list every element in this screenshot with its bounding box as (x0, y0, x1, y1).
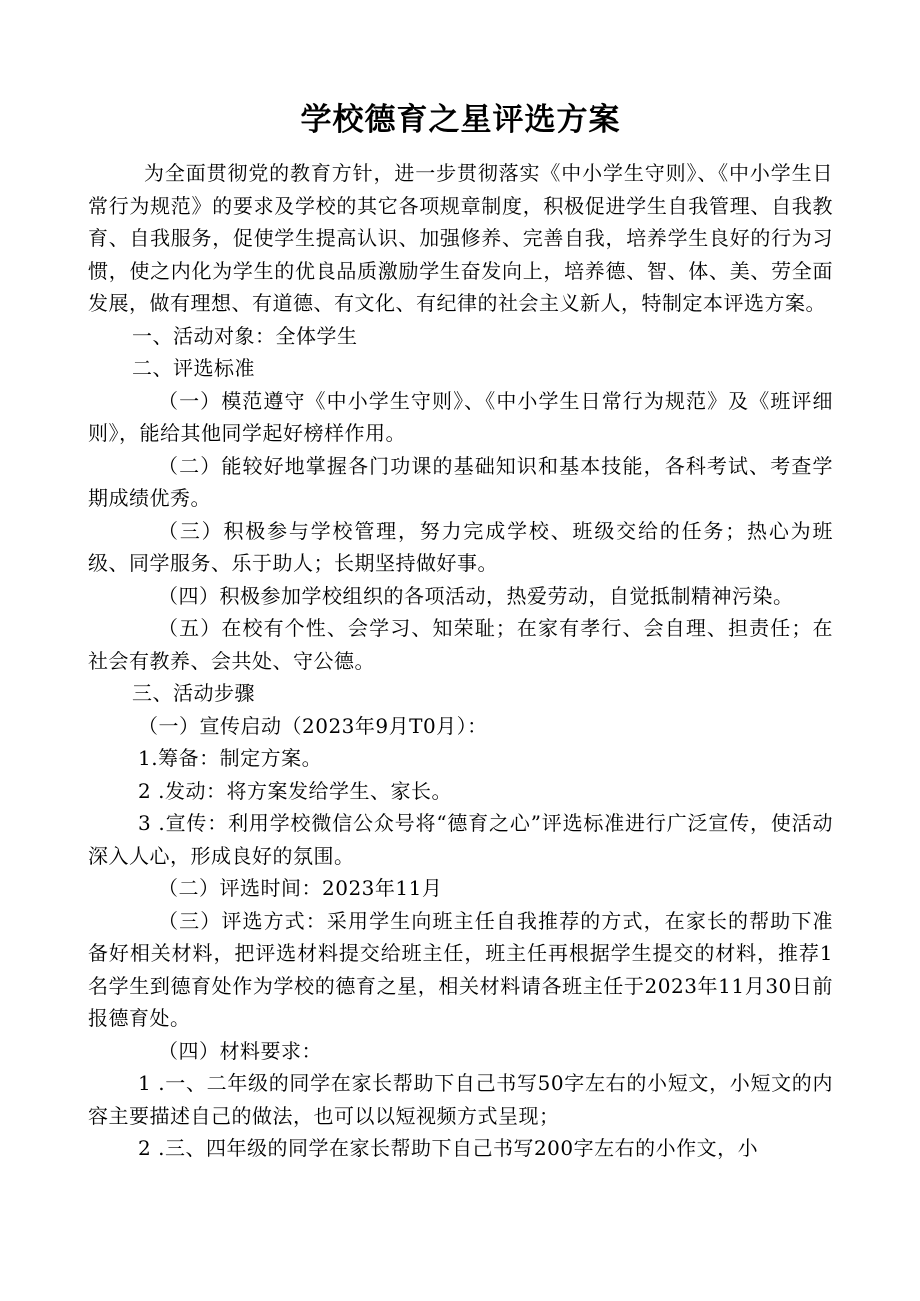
section-criteria-heading: 二、评选标准 (132, 356, 255, 380)
section-target: 一、活动对象：全体学生 (132, 323, 358, 348)
steps-item-promote: 3 .宣传：利用学校微信公众号将“德育之心”评选标准进行广泛宣传，使活动深入人心，形成良好的氛围。 (88, 811, 833, 868)
steps-phase-1: （一）宣传启动（2023年9月T0月）： (138, 713, 488, 738)
criteria-item-4: （四）积极参加学校组织的各项活动，热爱劳动，自觉抵制精神污染。 (158, 583, 794, 608)
criteria-item-1: （一）模范遵守《中小学生守则》、《中小学生日常行为规范》及《班评细则》，能给其他同学起好榜样作用。 (88, 388, 833, 445)
section-steps-heading: 三、活动步骤 (132, 681, 255, 705)
steps-item-prepare: 1.筹备：制定方案。 (138, 746, 323, 770)
intro-paragraph: 为全面贯彻党的教育方针，进一步贯彻落实《中小学生守则》、《中小学生日常行为规范》的要求及学校的其它各项规章制度，积极促进学生自我管理、自我教育、自我服务，促使学生提高认识、加强修养、完善自我，培养学生良好的行为习惯，使之内化为学生的优良品质激励学生奋发向上，培养德、智、体、美、劳全面发展，做有理想、有道德、有文化、有纪律的社会主义新人，特制定本评选方案。 (88, 161, 833, 315)
document-title: 学校德育之星评选方案 (300, 102, 621, 138)
criteria-item-3: （三）积极参与学校管理，努力完成学校、班级交给的任务；热心为班级、同学服务、乐于助人；长期坚持做好事。 (88, 518, 833, 575)
steps-phase-2-time: （二）评选时间：2023年11月 (158, 876, 443, 900)
steps-item-launch: 2 .发动：将方案发给学生、家长。 (138, 778, 452, 803)
steps-phase-4-materials: （四）材料要求： (158, 1038, 322, 1063)
materials-item-2: 2 .三、四年级的同学在家长帮助下自己书写200字左右的小作文，小 (138, 1136, 759, 1160)
materials-item-1: 1 .一、二年级的同学在家长帮助下自己书写50字左右的小短文，小短文的内容主要描述自己的做法，也可以以短视频方式呈现； (88, 1071, 833, 1128)
steps-phase-3-method: （三）评选方式：采用学生向班主任自我推荐的方式，在家长的帮助下准备好相关材料，把评选材料提交给班主任，班主任再根据学生提交的材料，推荐1名学生到德育处作为学校的德育之星，相关材料请各班主任于2023年11月30日前报德育处。 (88, 908, 833, 1030)
criteria-item-2: （二）能较好地掌握各门功课的基础知识和基本技能，各科考试、考查学期成绩优秀。 (88, 453, 833, 510)
criteria-item-5: （五）在校有个性、会学习、知荣耻；在家有孝行、会自理、担责任；在社会有教养、会共处、守公德。 (88, 616, 833, 673)
document-page (88, 94, 833, 1165)
